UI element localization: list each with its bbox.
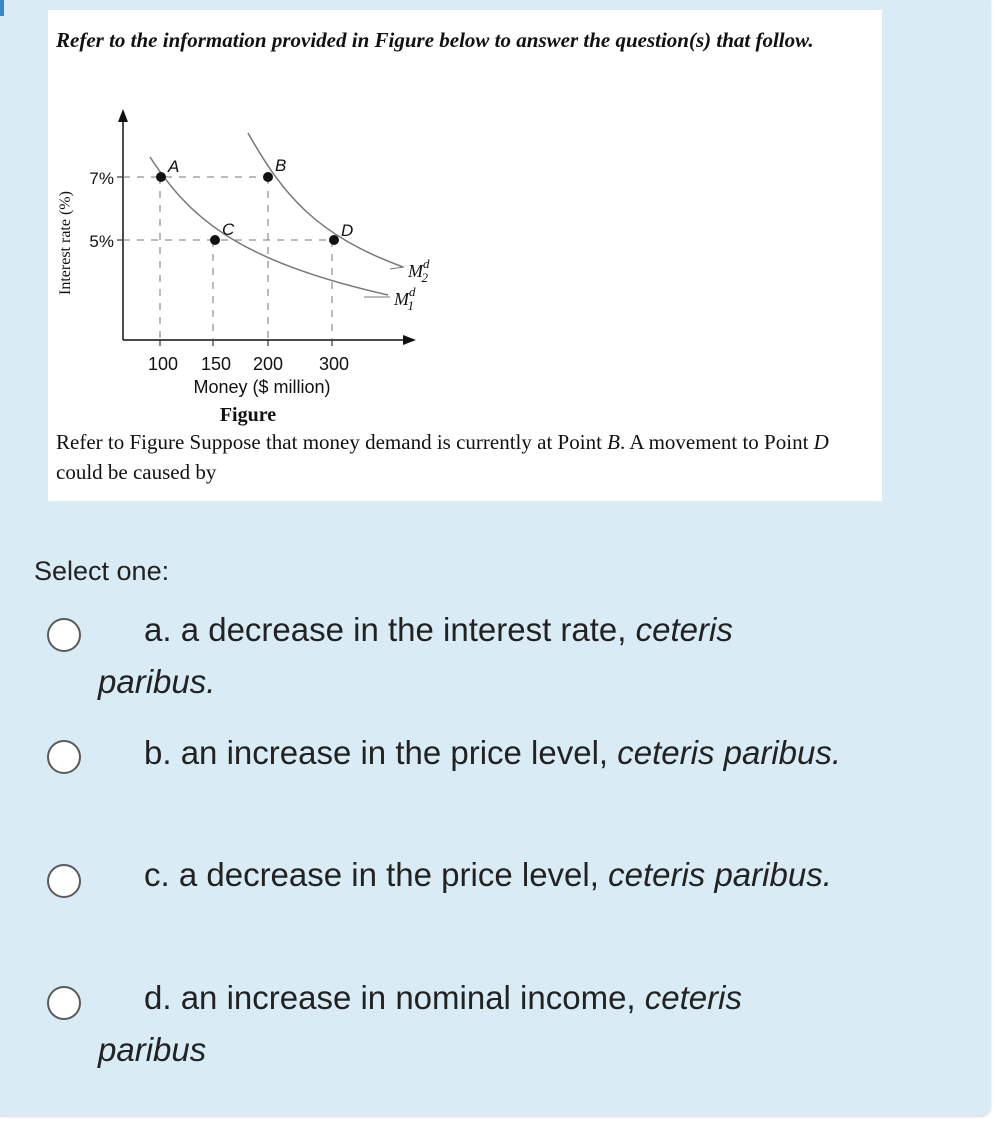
question-stem: Refer to Figure Suppose that money demand is currently at Point B. A movement to Point D could be caused by [56, 430, 829, 484]
y-tick-5: 5% [89, 232, 114, 251]
figure-caption: Figure [219, 404, 277, 426]
option-c-radio[interactable] [47, 864, 81, 898]
point-b-dot [263, 172, 273, 182]
point-a-dot [156, 172, 166, 182]
option-d-text[interactable]: d. an increase in nominal income, ceteris paribus [98, 979, 742, 1068]
point-c-dot [210, 235, 220, 245]
panel-accent-edge [0, 0, 4, 16]
y-axis-label: Interest rate (%) [57, 191, 74, 295]
option-b-radio[interactable] [47, 740, 81, 774]
point-b-label: B [275, 156, 287, 175]
y-tick-7: 7% [89, 169, 114, 188]
md2-label: $M^d$ 2 [408, 256, 430, 285]
x-tick-200: 200 [252, 354, 284, 374]
point-d-dot [329, 235, 339, 245]
x-tick-100: 100 [147, 354, 179, 374]
x-tick-150: 150 [200, 354, 232, 374]
point-d-label: D [341, 221, 354, 240]
option-b-text[interactable]: b. an increase in the price level, ceteris paribus. [144, 734, 842, 771]
question-intro: Refer to the information provided in Figure below to answer the question(s) that follow. [56, 28, 814, 52]
x-axis-arrow [403, 335, 416, 345]
option-d-radio[interactable] [47, 986, 81, 1020]
md2-curve [248, 133, 403, 267]
y-axis-arrow [118, 109, 128, 122]
option-d[interactable] [0, 972, 900, 1082]
x-tick-300: 300 [318, 354, 350, 374]
select-one-label: Select one: [34, 556, 170, 586]
md1-label: $M^d$ 1 [394, 284, 416, 313]
option-a[interactable] [0, 604, 900, 714]
money-demand-figure [48, 95, 488, 435]
option-c[interactable] [0, 849, 900, 959]
option-a-text[interactable]: a. a decrease in the interest rate, ceteris paribus. [98, 611, 733, 700]
x-axis-label: Money ($ million) [193, 377, 331, 397]
option-b[interactable] [0, 727, 900, 837]
option-a-radio[interactable] [47, 618, 81, 652]
point-c-label: C [222, 220, 235, 239]
option-c-text[interactable]: c. a decrease in the price level, ceteris paribus. [144, 856, 832, 893]
point-a-label: A [168, 157, 180, 176]
